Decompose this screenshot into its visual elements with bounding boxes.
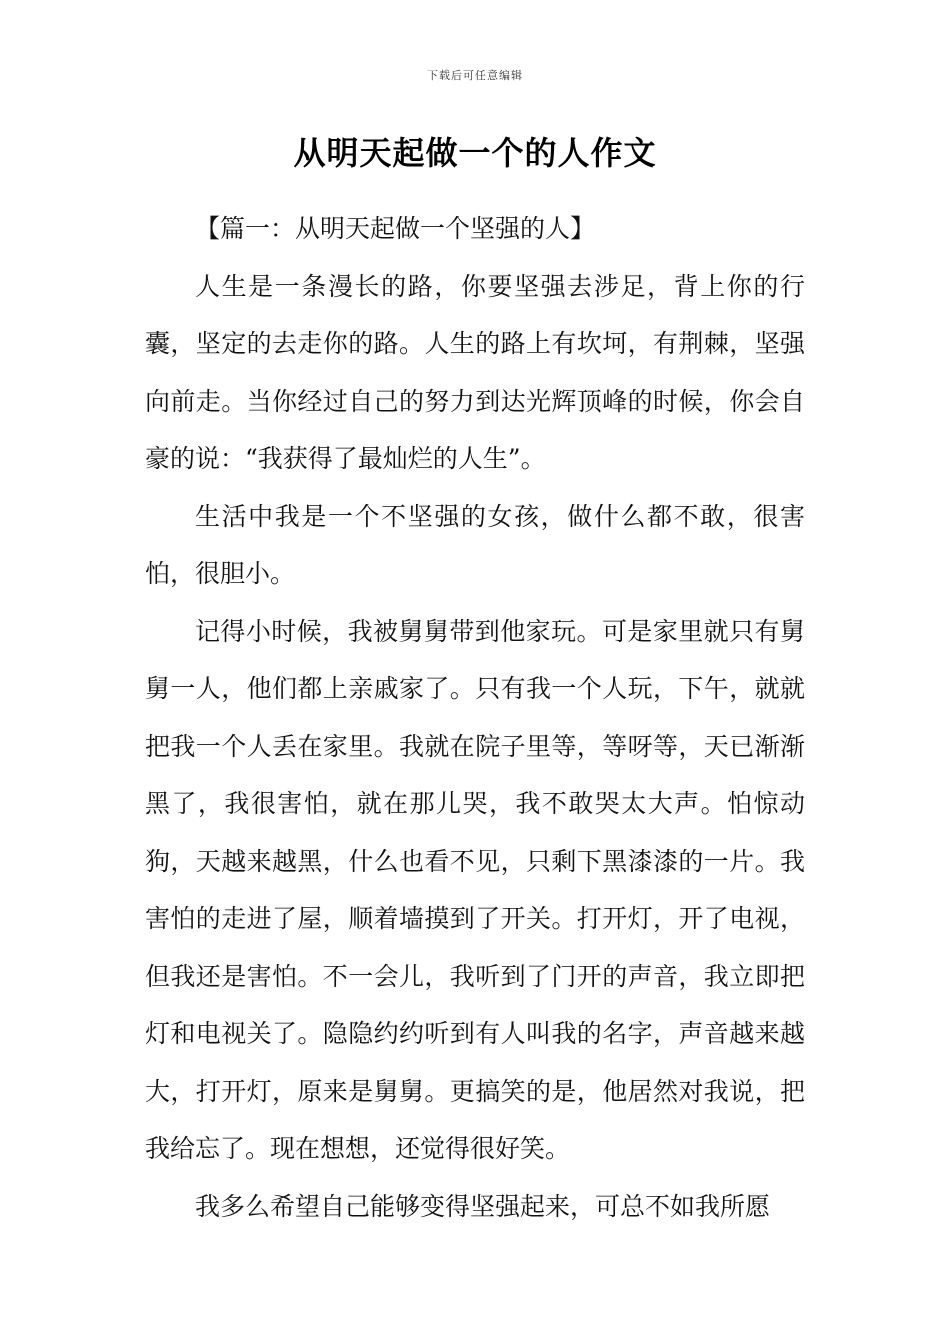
document-title: 从明天起做一个的人作文: [293, 134, 657, 172]
paragraph-3: 记得小时候，我被舅舅带到他家玩。可是家里就只有舅舅一人，他们都上亲戚家了。只有我一个人玩，下午，就就把我一个人丢在家里。我就在院子里等，等呀等，天已渐渐黑了，我很害怕，就在那儿哭，我不敢哭太大声。怕惊动狗，天越来越黑，什么也看不见，只剩下黑漆漆的一片。我害怕的走进了屋，顺着墙摸到了开关。打开灯，开了电视，但我还是害怕。不一会儿，我听到了门开的声音，我立即把灯和电视关了。隐隐约约听到有人叫我的名字，声音越来越大，打开灯，原来是舅舅。更搞笑的是，他居然对我说，把我给忘了。现在想想，还觉得很好笑。: [145, 616, 805, 1163]
section-heading: 【篇一：从明天起做一个坚强的人】: [195, 214, 596, 243]
header-note: 下载后可任意编辑: [427, 69, 523, 82]
paragraph-4: 我多么希望自己能够变得坚强起来，可总不如我所愿: [195, 1191, 771, 1221]
paragraph-2: 生活中我是一个不坚强的女孩，做什么都不敢，很害怕，很胆小。: [145, 501, 805, 588]
document-body: [145, 200, 805, 1235]
paragraph-1: 人生是一条漫长的路，你要坚强去涉足，背上你的行囊，坚定的去走你的路。人生的路上有坎坷，有荆棘，坚强向前走。当你经过自己的努力到达光辉顶峰的时候，你会自豪的说：“我获得了最灿烂的人生”。: [145, 271, 805, 473]
